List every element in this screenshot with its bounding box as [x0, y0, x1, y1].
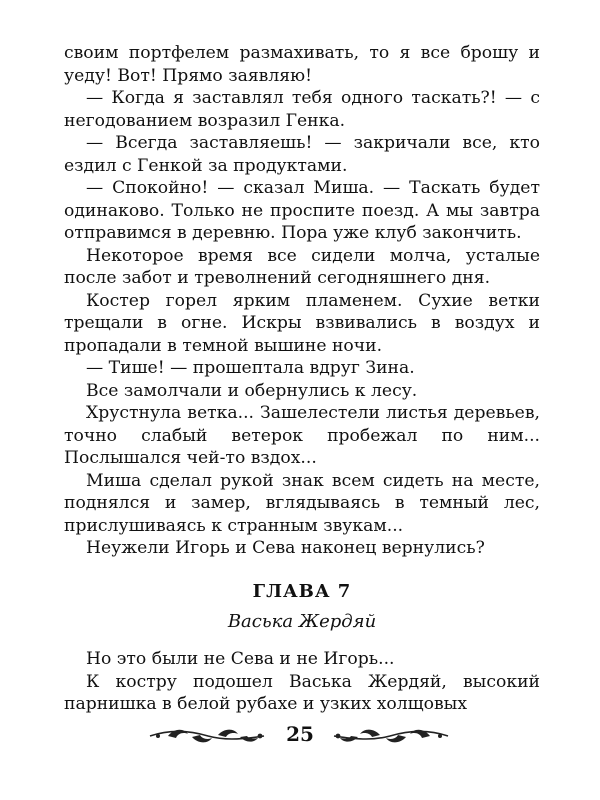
- page-number: 25: [286, 722, 314, 746]
- paragraph: Хрустнула ветка... Зашелестели листья деревьев, точно слабый ветерок пробежал по ним... Послышался чей-то вздох...: [64, 403, 540, 468]
- paragraph: своим портфелем размахивать, то я все брошу и уеду! Вот! Прямо заявляю!: [64, 43, 540, 86]
- paragraph: — Всегда заставляешь! — закричали все, кто ездил с Генкой за продуктами.: [64, 133, 540, 176]
- paragraph: К костру подошел Васька Жердяй, высокий парнишка в белой рубахе и узких холщовых: [64, 671, 540, 714]
- paragraph: Костер горел ярким пламенем. Сухие ветки трещали в огне. Искры взвивались в воздух и пропадали в темной вышине ночи.: [64, 290, 540, 356]
- paragraph: Миша сделал рукой знак всем сидеть на месте, поднялся и замер, вглядываясь в темный лес, прислушиваясь к странным звукам...: [64, 470, 540, 536]
- right-ornament-icon: [332, 724, 450, 748]
- chapter-heading: [64, 580, 540, 634]
- paragraph: Неужели Игорь и Сева наконец вернулись?: [86, 538, 485, 558]
- page-body-bottom: [64, 648, 540, 716]
- paragraph: — Когда я заставлял тебя одного таскать?! — с негодованием возразил Генка.: [64, 88, 540, 131]
- paragraph: Все замолчали и обернулись к лесу.: [86, 380, 418, 401]
- paragraph: — Тише! — прошептала вдруг Зина.: [86, 358, 415, 378]
- paragraph: Но это были не Сева и не Игорь...: [86, 649, 395, 669]
- chapter-subtitle: Васька Жердяй: [227, 611, 377, 632]
- chapter-title: ГЛАВА 7: [252, 581, 352, 602]
- page-body-top: [64, 42, 540, 560]
- page-footer: [0, 720, 600, 760]
- left-ornament-icon: [148, 724, 266, 748]
- paragraph: — Спокойно! — сказал Миша. — Таскать будет одинаково. Только не проспите поезд. А мы завтра отправимся в деревню. Пора уже клуб закончить.: [64, 178, 540, 243]
- paragraph: Некоторое время все сидели молча, усталые после забот и треволнений сегодняшнего дня.: [64, 245, 540, 288]
